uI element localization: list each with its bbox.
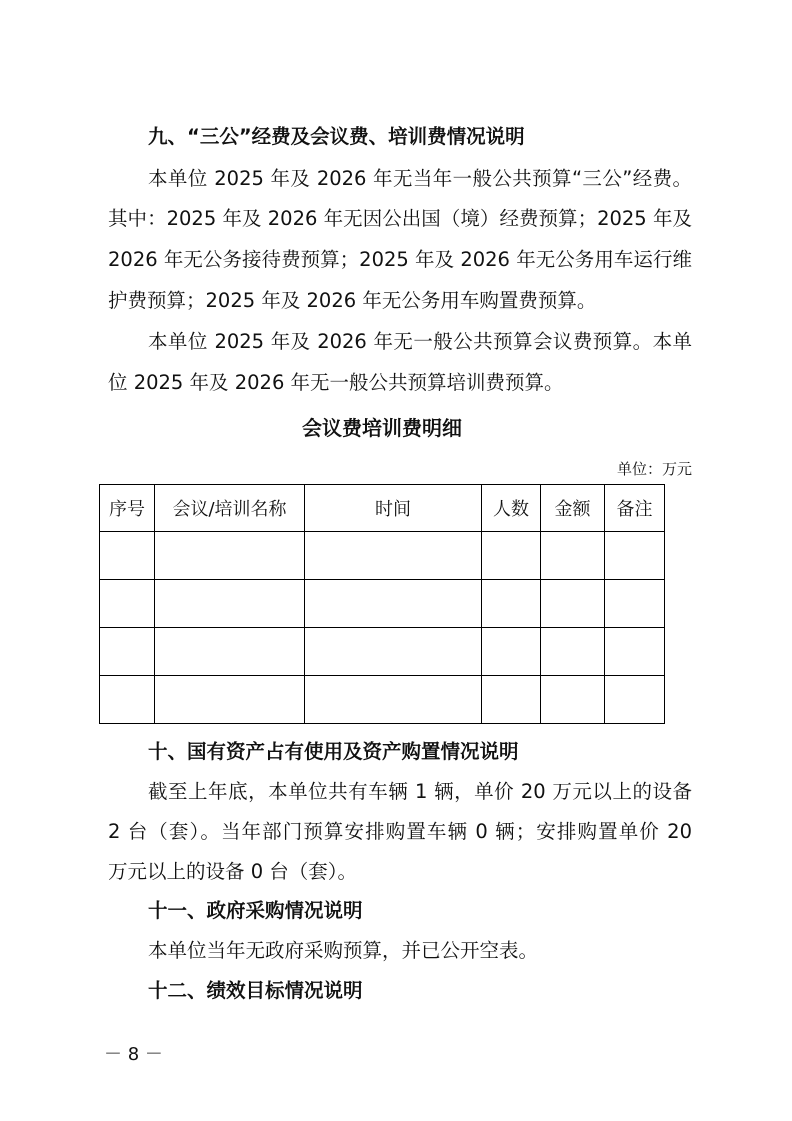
table-cell xyxy=(155,628,305,676)
table-row xyxy=(100,676,665,724)
header-time: 时间 xyxy=(305,485,482,532)
section-11-heading: 十一、政府采购情况说明 xyxy=(148,899,363,922)
table-cell xyxy=(100,676,155,724)
section-9-paragraph-2-line-1: 本单位 2025 年及 2026 年无一般公共预算会议费预算。本单 xyxy=(148,330,692,353)
table-cell xyxy=(305,628,482,676)
section-9-paragraph-1-line-2: 其中：2025 年及 2026 年无因公出国（境）经费预算；2025 年及 xyxy=(108,207,692,230)
table-cell xyxy=(100,580,155,628)
header-people: 人数 xyxy=(482,485,541,532)
table-cell xyxy=(482,676,541,724)
table-cell xyxy=(541,580,605,628)
table-cell xyxy=(605,532,665,580)
table-cell xyxy=(482,628,541,676)
table-title: 会议费培训费明细 xyxy=(302,416,462,440)
section-11-paragraph: 本单位当年无政府采购预算，并已公开空表。 xyxy=(148,939,539,962)
section-10-heading: 十、国有资产占有使用及资产购置情况说明 xyxy=(148,740,519,763)
table-cell xyxy=(155,532,305,580)
section-9-paragraph-1-line-4: 护费预算；2025 年及 2026 年无公务用车购置费预算。 xyxy=(108,289,597,312)
table-cell xyxy=(541,676,605,724)
table-cell xyxy=(541,532,605,580)
page-number: － 8 － xyxy=(104,1044,163,1065)
section-9-paragraph-2-line-2: 位 2025 年及 2026 年无一般公共预算培训费预算。 xyxy=(108,371,564,394)
table-header-row xyxy=(100,485,665,532)
table-cell xyxy=(100,532,155,580)
table-cell xyxy=(305,580,482,628)
section-10-paragraph-line-2: 2 台（套）。当年部门预算安排购置车辆 0 辆；安排购置单价 20 xyxy=(108,820,692,843)
section-9-heading: 九、“三公”经费及会议费、培训费情况说明 xyxy=(148,125,525,148)
table-unit: 单位：万元 xyxy=(616,460,692,478)
table-cell xyxy=(305,532,482,580)
table-row xyxy=(100,580,665,628)
table-cell xyxy=(482,532,541,580)
table-cell xyxy=(605,628,665,676)
table-cell xyxy=(155,676,305,724)
section-9-paragraph-1-line-1: 本单位 2025 年及 2026 年无当年一般公共预算“三公”经费。 xyxy=(148,167,692,190)
section-10-paragraph-line-3: 万元以上的设备 0 台（套）。 xyxy=(108,860,358,883)
table-cell xyxy=(605,580,665,628)
section-9-paragraph-1-line-3: 2026 年无公务接待费预算；2025 年及 2026 年无公务用车运行维 xyxy=(108,248,692,271)
meeting-training-fee-table xyxy=(99,484,665,724)
section-12-heading: 十二、绩效目标情况说明 xyxy=(148,979,363,1002)
table-cell xyxy=(305,676,482,724)
header-serial: 序号 xyxy=(100,485,155,532)
table-cell xyxy=(541,628,605,676)
header-name: 会议/培训名称 xyxy=(155,485,305,532)
table-row xyxy=(100,628,665,676)
table-cell xyxy=(482,580,541,628)
header-amount: 金额 xyxy=(541,485,605,532)
section-10-paragraph-line-1: 截至上年底，本单位共有车辆 1 辆，单价 20 万元以上的设备 xyxy=(148,780,692,803)
table-cell xyxy=(100,628,155,676)
table-row xyxy=(100,532,665,580)
header-remarks: 备注 xyxy=(605,485,665,532)
table-cell xyxy=(155,580,305,628)
table-cell xyxy=(605,676,665,724)
